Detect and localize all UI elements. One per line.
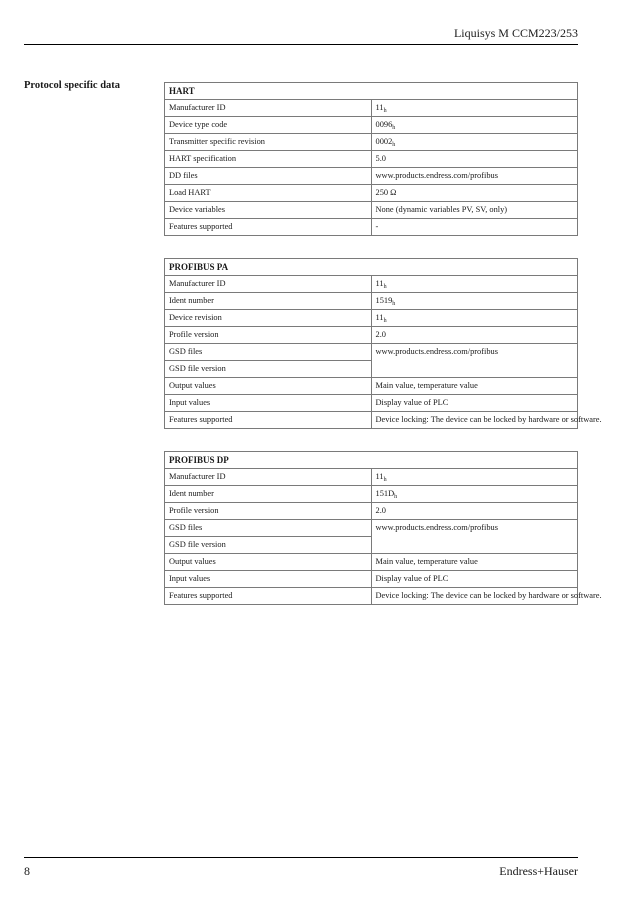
row-value: www.products.endress.com/profibus xyxy=(371,168,578,185)
row-value: Device locking: The device can be locked by hardware or software. xyxy=(371,412,578,429)
table-row xyxy=(165,344,578,361)
table-title: PROFIBUS DP xyxy=(165,452,578,469)
table-row xyxy=(165,571,578,588)
row-value: $11_h$ xyxy=(371,100,578,117)
table-row xyxy=(165,151,578,168)
page-number: 8 xyxy=(24,864,30,878)
row-value: $0002_h$ xyxy=(371,134,578,151)
row-label: Device revision xyxy=(165,310,372,327)
row-value: $11_h$ xyxy=(371,469,578,486)
row-value: 250 Ω xyxy=(371,185,578,202)
row-label: Profile version xyxy=(165,327,372,344)
table-row xyxy=(165,202,578,219)
row-value: 2.0 xyxy=(371,503,578,520)
row-value: None (dynamic variables PV, SV, only) xyxy=(371,202,578,219)
header-divider xyxy=(24,44,578,45)
table-row xyxy=(165,168,578,185)
row-label: Manufacturer ID xyxy=(165,276,372,293)
table-row xyxy=(165,310,578,327)
footer-divider xyxy=(24,857,578,858)
table-row xyxy=(165,378,578,395)
row-value: Main value, temperature value xyxy=(371,378,578,395)
row-label: GSD file version xyxy=(165,537,372,554)
row-label: Profile version xyxy=(165,503,372,520)
table-row xyxy=(165,327,578,344)
table-row xyxy=(165,100,578,117)
row-label: HART specification xyxy=(165,151,372,168)
row-label: Features supported xyxy=(165,412,372,429)
row-label: Features supported xyxy=(165,219,372,236)
table-row xyxy=(165,554,578,571)
table-row xyxy=(165,412,578,429)
table-row xyxy=(165,276,578,293)
row-label: DD files xyxy=(165,168,372,185)
row-value: $0096_h$ xyxy=(371,117,578,134)
row-value: - xyxy=(371,219,578,236)
row-value: 2.0 xyxy=(371,327,578,344)
row-value: www.products.endress.com/profibus xyxy=(371,520,578,554)
table-row xyxy=(165,469,578,486)
row-label: Device type code xyxy=(165,117,372,134)
row-label: Output values xyxy=(165,378,372,395)
profibus-dp-table xyxy=(164,451,602,605)
row-label: GSD files xyxy=(165,520,372,537)
row-label: Ident number xyxy=(165,486,372,503)
table-title: HART xyxy=(165,83,578,100)
profibus-pa-table xyxy=(164,258,602,429)
row-label: Ident number xyxy=(165,293,372,310)
table-row xyxy=(165,219,578,236)
hart-table xyxy=(164,82,578,236)
row-value: Device locking: The device can be locked by hardware or software. xyxy=(371,588,578,605)
table-title: PROFIBUS PA xyxy=(165,259,578,276)
row-value: $11_h$ xyxy=(371,310,578,327)
table-row xyxy=(165,503,578,520)
row-label: Manufacturer ID xyxy=(165,100,372,117)
row-label: Load HART xyxy=(165,185,372,202)
row-value: Display value of PLC xyxy=(371,571,578,588)
brand-name: Endress+Hauser xyxy=(499,864,578,878)
section-title: Protocol specific data xyxy=(24,80,121,91)
row-label: Manufacturer ID xyxy=(165,469,372,486)
document-title: Liquisys M CCM223/253 xyxy=(453,26,578,40)
table-row xyxy=(165,395,578,412)
table-row xyxy=(165,185,578,202)
row-label: Output values xyxy=(165,554,372,571)
row-value: $1519_h$ xyxy=(371,293,578,310)
row-label: Transmitter specific revision xyxy=(165,134,372,151)
table-row xyxy=(165,134,578,151)
table-row xyxy=(165,486,578,503)
row-value: Display value of PLC xyxy=(371,395,578,412)
row-label: GSD file version xyxy=(165,361,372,378)
row-label: Features supported xyxy=(165,588,372,605)
table-row xyxy=(165,520,578,537)
table-row xyxy=(165,293,578,310)
row-value: $151D_h$ xyxy=(371,486,578,503)
row-label: Input values xyxy=(165,395,372,412)
table-row xyxy=(165,117,578,134)
table-row xyxy=(165,588,578,605)
row-value: Main value, temperature value xyxy=(371,554,578,571)
row-value: $11_h$ xyxy=(371,276,578,293)
row-label: Device variables xyxy=(165,202,372,219)
row-value: www.products.endress.com/profibus xyxy=(371,344,578,378)
row-value: 5.0 xyxy=(371,151,578,168)
row-label: Input values xyxy=(165,571,372,588)
row-label: GSD files xyxy=(165,344,372,361)
